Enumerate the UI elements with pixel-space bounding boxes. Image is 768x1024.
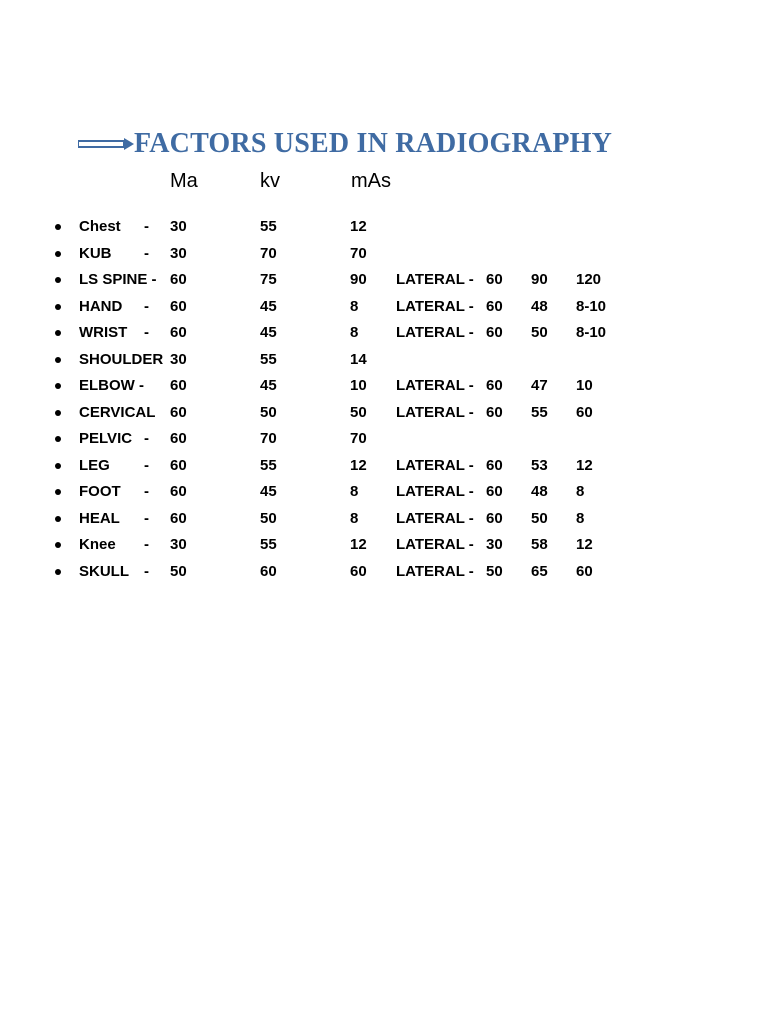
lateral-ma-value: 30 — [486, 536, 503, 553]
body-part-label: PELVIC — [79, 430, 133, 447]
kv-value: 45 — [260, 324, 277, 341]
kv-value: 70 — [260, 244, 277, 262]
lateral-kv-value: 50 — [531, 324, 548, 341]
lateral-ma-value: 60 — [486, 483, 503, 500]
kv-value: 60 — [260, 562, 277, 580]
lateral-kv-value: 50 — [531, 509, 548, 527]
list-item — [0, 453, 768, 480]
list-item — [0, 241, 768, 268]
bullet-icon — [55, 330, 61, 336]
dash-separator: - — [144, 297, 149, 315]
mas-value: 8 — [350, 483, 359, 500]
body-part-label: Knee — [79, 536, 116, 553]
ma-value: 30 — [170, 218, 187, 235]
list-item — [0, 347, 768, 374]
lateral-mas-value: 8 — [576, 483, 585, 500]
lateral-mas-value: 10 — [576, 377, 593, 394]
ma-value: 30 — [170, 350, 187, 368]
kv-value: 55 — [260, 456, 277, 474]
lateral-ma-value: 60 — [486, 509, 503, 527]
list-item — [0, 320, 768, 347]
ma-value: 60 — [170, 456, 187, 474]
body-part-label: SKULL — [79, 562, 129, 580]
kv-value: 45 — [260, 483, 277, 500]
list-item — [0, 214, 768, 241]
mas-value: 12 — [350, 456, 367, 474]
list-item — [0, 559, 768, 586]
lateral-label: LATERAL - — [396, 483, 474, 500]
body-part-label: WRIST — [79, 324, 128, 341]
body-part-label: Chest — [79, 218, 121, 235]
ma-value: 60 — [170, 403, 187, 421]
lateral-kv-value: 65 — [531, 562, 548, 580]
page-title: FACTORS USED IN RADIOGRAPHY — [134, 128, 613, 159]
list-item — [0, 400, 768, 427]
lateral-label: LATERAL - — [396, 509, 474, 527]
lateral-ma-value: 60 — [486, 377, 503, 394]
lateral-mas-value: 8-10 — [576, 297, 607, 315]
kv-value: 55 — [260, 218, 277, 235]
lateral-kv-value: 53 — [531, 456, 548, 474]
bullet-icon — [55, 304, 61, 310]
lateral-kv-value: 58 — [531, 536, 548, 553]
header-kv: kv — [260, 170, 280, 192]
body-part-label: HAND — [79, 297, 123, 315]
bullet-icon — [55, 542, 61, 548]
lateral-mas-value: 60 — [576, 403, 593, 421]
mas-value: 50 — [350, 403, 367, 421]
list-item — [0, 267, 768, 294]
lateral-label: LATERAL - — [396, 377, 474, 394]
bullet-icon — [55, 569, 61, 575]
dash-separator: - — [144, 430, 149, 447]
lateral-mas-value: 8 — [576, 509, 585, 527]
lateral-kv-value: 55 — [531, 403, 548, 421]
dash-separator: - — [144, 244, 149, 262]
dash-separator: - — [144, 324, 149, 341]
dash-separator: - — [144, 483, 149, 500]
lateral-ma-value: 60 — [486, 297, 503, 315]
ma-value: 60 — [170, 509, 187, 527]
list-item — [0, 479, 768, 506]
list-item — [0, 373, 768, 400]
lateral-mas-value: 120 — [576, 271, 602, 288]
ma-value: 30 — [170, 244, 187, 262]
lateral-ma-value: 60 — [486, 324, 503, 341]
list-item — [0, 506, 768, 533]
ma-value: 60 — [170, 483, 187, 500]
bullet-icon — [55, 224, 61, 230]
lateral-label: LATERAL - — [396, 297, 474, 315]
lateral-ma-value: 50 — [486, 562, 503, 580]
mas-value: 10 — [350, 377, 367, 394]
mas-value: 60 — [350, 562, 367, 580]
kv-value: 55 — [260, 350, 277, 368]
ma-value: 60 — [170, 271, 187, 288]
lateral-kv-value: 47 — [531, 377, 548, 394]
lateral-mas-value: 12 — [576, 456, 593, 474]
bullet-icon — [55, 489, 61, 495]
list-item — [0, 294, 768, 321]
ma-value: 60 — [170, 377, 187, 394]
lateral-label: LATERAL - — [396, 456, 474, 474]
column-headers — [0, 170, 768, 196]
bullet-icon — [55, 383, 61, 389]
lateral-label: LATERAL - — [396, 536, 474, 553]
mas-value: 8 — [350, 324, 359, 341]
lateral-ma-value: 60 — [486, 456, 503, 474]
factors-list — [0, 214, 768, 585]
bullet-icon — [55, 463, 61, 469]
mas-value: 12 — [350, 536, 367, 553]
dash-separator: - — [144, 509, 149, 527]
kv-value: 70 — [260, 430, 277, 447]
dash-separator: - — [144, 456, 149, 474]
lateral-mas-value: 60 — [576, 562, 593, 580]
dash-separator: - — [144, 218, 149, 235]
body-part-label: SHOULDER — [79, 350, 164, 368]
mas-value: 90 — [350, 271, 367, 288]
kv-value: 50 — [260, 509, 277, 527]
body-part-label: HEAL — [79, 509, 120, 527]
header-ma: Ma — [170, 170, 198, 192]
body-part-label: ELBOW - — [79, 377, 144, 394]
mas-value: 70 — [350, 430, 367, 447]
bullet-icon — [55, 357, 61, 363]
lateral-label: LATERAL - — [396, 271, 474, 288]
lateral-kv-value: 90 — [531, 271, 548, 288]
body-part-label: LS SPINE - — [79, 271, 157, 288]
kv-value: 45 — [260, 297, 277, 315]
mas-value: 8 — [350, 297, 359, 315]
lateral-label: LATERAL - — [396, 324, 474, 341]
lateral-kv-value: 48 — [531, 483, 548, 500]
body-part-label: LEG — [79, 456, 110, 474]
ma-value: 60 — [170, 430, 187, 447]
kv-value: 75 — [260, 271, 277, 288]
bullet-icon — [55, 410, 61, 416]
dash-separator: - — [144, 536, 149, 553]
mas-value: 8 — [350, 509, 359, 527]
lateral-ma-value: 60 — [486, 271, 503, 288]
lateral-kv-value: 48 — [531, 297, 548, 315]
lateral-ma-value: 60 — [486, 403, 503, 421]
ma-value: 30 — [170, 536, 187, 553]
mas-value: 70 — [350, 244, 367, 262]
lateral-mas-value: 8-10 — [576, 324, 607, 341]
lateral-label: LATERAL - — [396, 562, 474, 580]
kv-value: 45 — [260, 377, 277, 394]
lateral-mas-value: 12 — [576, 536, 593, 553]
mas-value: 14 — [350, 350, 367, 368]
ma-value: 60 — [170, 297, 187, 315]
body-part-label: CERVICAL — [79, 403, 156, 421]
ma-value: 50 — [170, 562, 187, 580]
header-mas: mAs — [351, 170, 391, 192]
title-row — [78, 124, 612, 164]
arrow-right-icon — [78, 137, 134, 151]
body-part-label: KUB — [79, 244, 112, 262]
body-part-label: FOOT — [79, 483, 121, 500]
bullet-icon — [55, 251, 61, 257]
bullet-icon — [55, 277, 61, 283]
mas-value: 12 — [350, 218, 367, 235]
list-item — [0, 532, 768, 559]
dash-separator: - — [144, 562, 149, 580]
kv-value: 50 — [260, 403, 277, 421]
list-item — [0, 426, 768, 453]
bullet-icon — [55, 436, 61, 442]
kv-value: 55 — [260, 536, 277, 553]
ma-value: 60 — [170, 324, 187, 341]
bullet-icon — [55, 516, 61, 522]
lateral-label: LATERAL - — [396, 403, 474, 421]
